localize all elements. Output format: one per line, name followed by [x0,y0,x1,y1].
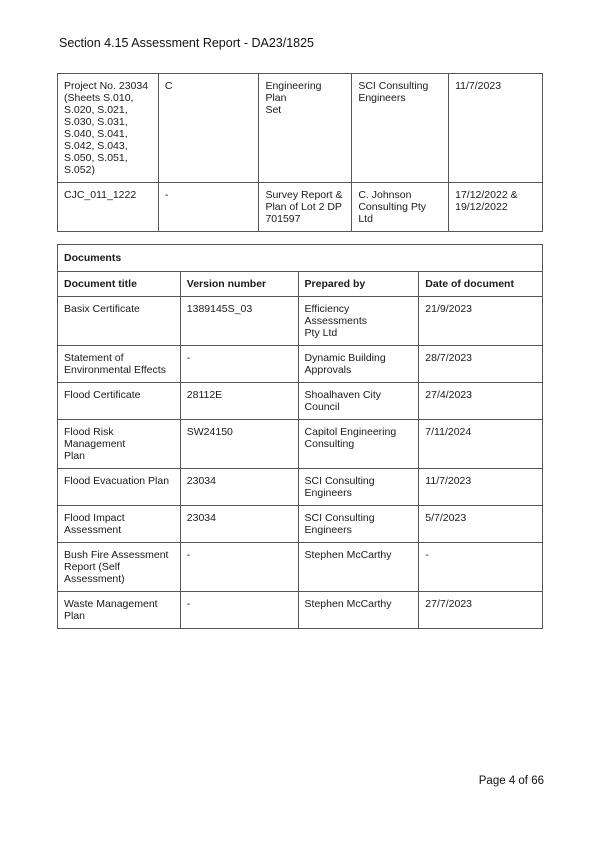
plan-revision-cell: C [158,74,259,183]
table-row [58,420,543,469]
documents-section-title: Documents [58,245,543,272]
plan-date-cell: 11/7/2023 [449,74,543,183]
version-number-cell: 28112E [180,383,298,420]
prepared-by-cell: Dynamic Building Approvals [298,346,419,383]
date-of-document-cell: 28/7/2023 [419,346,543,383]
version-number-cell: - [180,346,298,383]
date-of-document-cell: 21/9/2023 [419,297,543,346]
version-number-cell: SW24150 [180,420,298,469]
table-row [58,592,543,629]
version-number-cell: - [180,592,298,629]
version-number-cell: 23034 [180,506,298,543]
document-title-cell: Statement of Environmental Effects [58,346,181,383]
prepared-by-cell: Efficiency Assessments Pty Ltd [298,297,419,346]
date-of-document-cell: - [419,543,543,592]
prepared-by-cell: Capitol Engineering Consulting [298,420,419,469]
version-number-cell: 1389145S_03 [180,297,298,346]
version-number-cell: - [180,543,298,592]
page-header: Section 4.15 Assessment Report - DA23/1825 [59,36,315,50]
document-title-cell: Waste Management Plan [58,592,181,629]
date-of-document-cell: 27/7/2023 [419,592,543,629]
table-row [58,346,543,383]
plan-title-cell: Engineering Plan Set [259,74,352,183]
table-row [58,74,543,183]
table-header-row [58,272,543,297]
column-header-date-of-document: Date of document [419,272,543,297]
table-row [58,297,543,346]
date-of-document-cell: 11/7/2023 [419,469,543,506]
column-header-version-number: Version number [180,272,298,297]
documents-table-body [58,297,543,629]
prepared-by-cell: SCI Consulting Engineers [298,506,419,543]
plan-prepared-by-cell: C. Johnson Consulting Pty Ltd [352,183,449,232]
document-title-cell: Flood Certificate [58,383,181,420]
prepared-by-cell: Shoalhaven City Council [298,383,419,420]
document-title-cell: Basix Certificate [58,297,181,346]
date-of-document-cell: 7/11/2024 [419,420,543,469]
date-of-document-cell: 27/4/2023 [419,383,543,420]
documents-table [57,244,543,629]
table-row [58,469,543,506]
plan-title-cell: Survey Report & Plan of Lot 2 DP 701597 [259,183,352,232]
prepared-by-cell: Stephen McCarthy [298,543,419,592]
table-row [58,383,543,420]
document-title-cell: Bush Fire Assessment Report (Self Assessment) [58,543,181,592]
version-number-cell: 23034 [180,469,298,506]
plan-revision-cell: - [158,183,259,232]
table-row [58,183,543,232]
plan-prepared-by-cell: SCI Consulting Engineers [352,74,449,183]
document-title-cell: Flood Impact Assessment [58,506,181,543]
table-row [58,506,543,543]
document-title-cell: Flood Evacuation Plan [58,469,181,506]
prepared-by-cell: SCI Consulting Engineers [298,469,419,506]
prepared-by-cell: Stephen McCarthy [298,592,419,629]
plans-table [57,73,543,232]
plan-reference-cell: Project No. 23034 (Sheets S.010, S.020, S.021, S.030, S.031, S.040, S.041, S.042, S.043, S.050, S.051, S.052) [58,74,159,183]
page-number: Page 4 of 66 [478,775,544,787]
document-title-cell: Flood Risk Management Plan [58,420,181,469]
column-header-document-title: Document title [58,272,181,297]
date-of-document-cell: 5/7/2023 [419,506,543,543]
table-row [58,543,543,592]
plan-reference-cell: CJC_011_1222 [58,183,159,232]
plan-date-cell: 17/12/2022 & 19/12/2022 [449,183,543,232]
column-header-prepared-by: Prepared by [298,272,419,297]
